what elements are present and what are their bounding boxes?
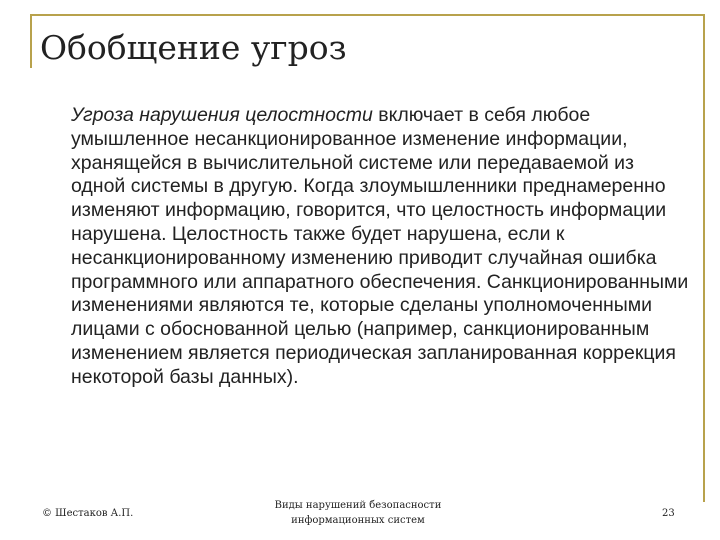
footer-author: © Шестаков А.П. (42, 508, 134, 519)
frame-top-line (30, 14, 705, 16)
footer-topic-line-2: информационных систем (291, 515, 425, 526)
body-italic-lead: Угроза нарушения целостности (71, 104, 373, 126)
footer-topic-line-1: Виды нарушений безопасности (274, 500, 442, 511)
page-number: 23 (662, 508, 675, 519)
frame-right-line (703, 14, 705, 502)
slide-body (71, 104, 689, 390)
frame-left-line (30, 14, 32, 68)
slide-title: Обобщение угроз (40, 28, 347, 67)
body-text: включает в себя любое умышленное несанкционированное изменение информации, хранящейся в вычислительной системе или передаваемой из одной системы в другую. Когда злоумышленники преднамеренно изменяют информацию, говорится, что целостность информации нарушена. Целостность также будет нарушена, если к несанкционированному изменению приводит случайная ошибка программного или аппаратного обеспечения. Санкционированными изменениями являются те, которые сделаны уполномоченными лицами с обоснованной целью (например, санкционированным изменением является периодическая запланированная коррекция некоторой базы данных). (71, 104, 689, 388)
footer-topic (268, 498, 448, 528)
